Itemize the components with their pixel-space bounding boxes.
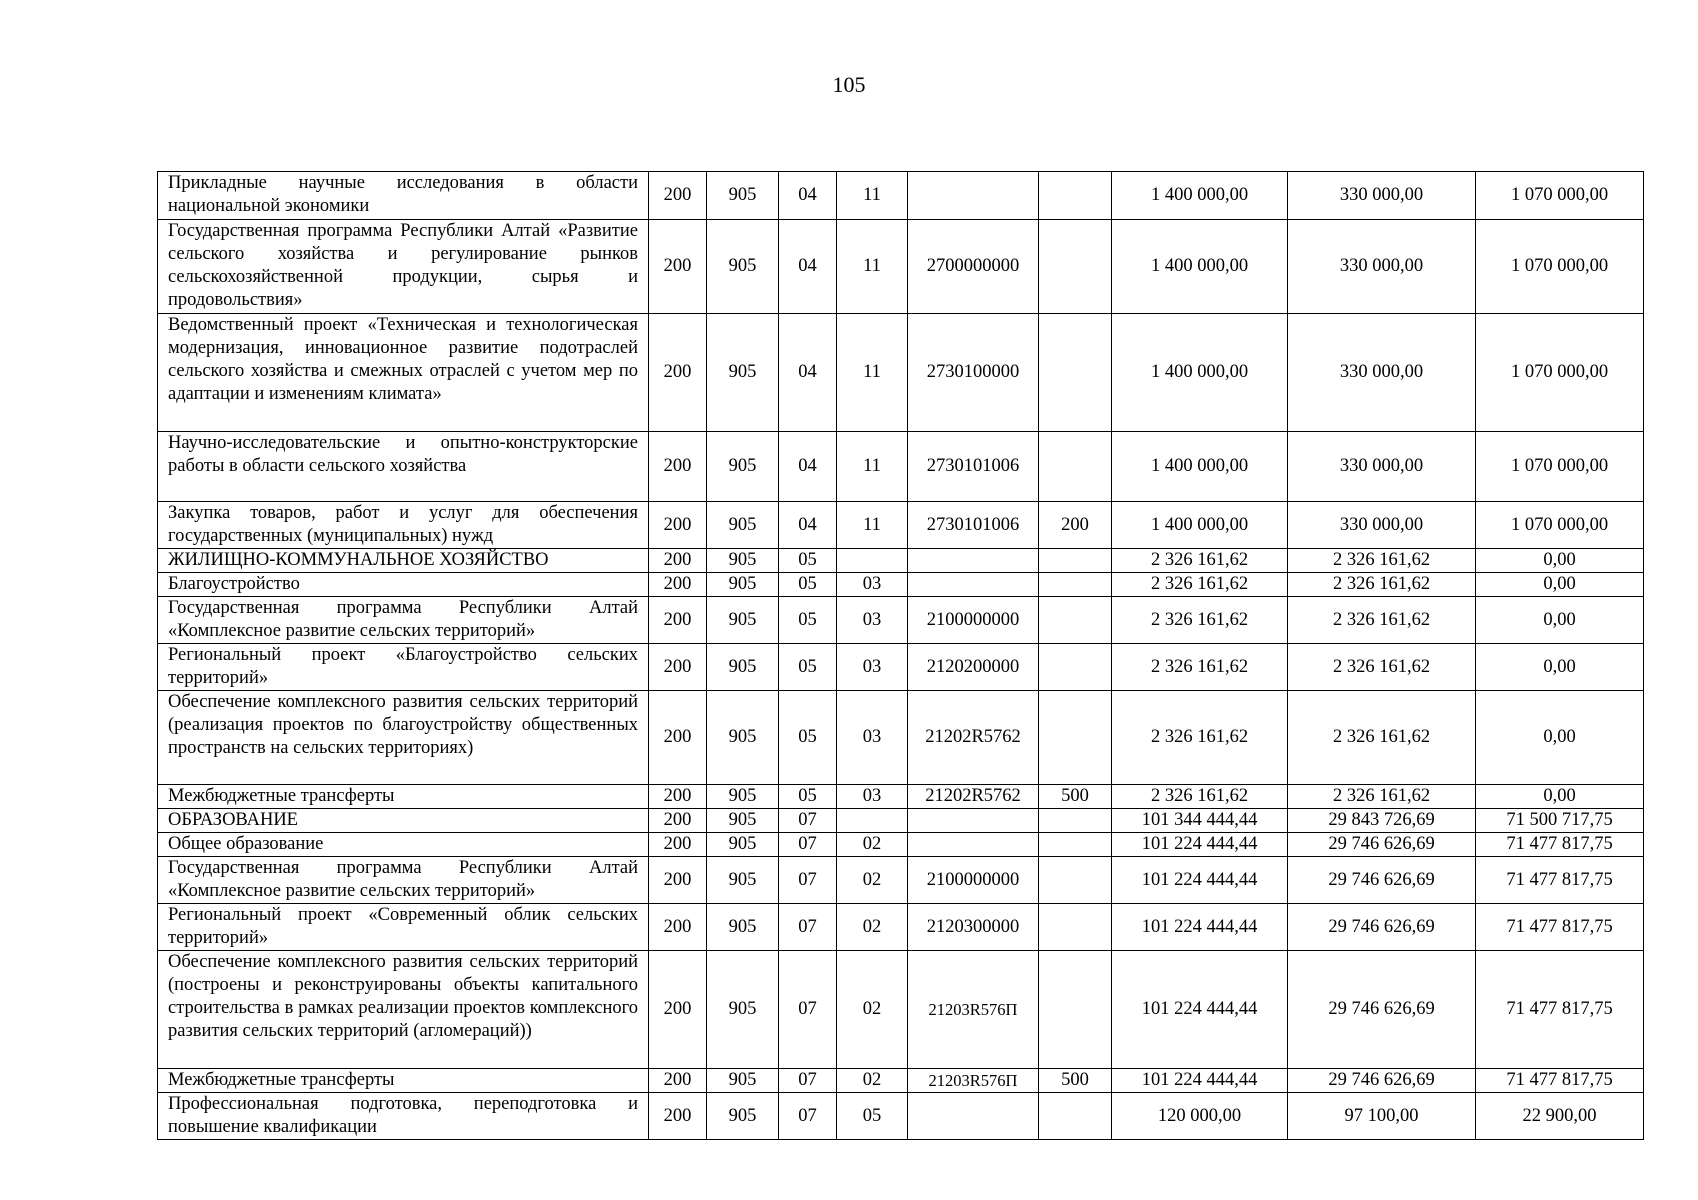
row-subsection-code: [837, 809, 908, 833]
row-expense-type: [1039, 220, 1112, 314]
row-amount-total: 2 326 161,62: [1112, 597, 1288, 644]
row-amount-regional: 1 070 000,00: [1476, 314, 1644, 432]
table-row: [158, 432, 1644, 502]
row-subsection-code: [837, 549, 908, 573]
row-amount-total: 2 326 161,62: [1112, 691, 1288, 785]
table-row: [158, 691, 1644, 785]
row-admin-code: 200: [649, 951, 707, 1069]
table-row: [158, 220, 1644, 314]
row-amount-regional: 71 477 817,75: [1476, 833, 1644, 857]
row-name: Государственная программа Республики Алтай «Развитие сельского хозяйства и регулирование рынков сельскохозяйственной продукции, сырья и продовольствия»: [158, 220, 649, 314]
table-row: [158, 833, 1644, 857]
row-amount-total: 1 400 000,00: [1112, 502, 1288, 549]
row-chapter-code: 905: [707, 691, 779, 785]
row-expense-type: 500: [1039, 785, 1112, 809]
row-amount-regional: 0,00: [1476, 597, 1644, 644]
row-admin-code: 200: [649, 432, 707, 502]
row-chapter-code: 905: [707, 432, 779, 502]
row-expense-type: [1039, 904, 1112, 951]
row-name: Региональный проект «Современный облик сельских территорий»: [158, 904, 649, 951]
row-amount-total: 1 400 000,00: [1112, 314, 1288, 432]
row-section-code: 07: [779, 809, 837, 833]
table-row: [158, 785, 1644, 809]
row-amount-regional: 1 070 000,00: [1476, 172, 1644, 220]
table-row: [158, 573, 1644, 597]
row-chapter-code: 905: [707, 857, 779, 904]
row-section-code: 05: [779, 785, 837, 809]
row-target-article: 2120300000: [908, 904, 1039, 951]
row-expense-type: [1039, 549, 1112, 573]
row-amount-federal: 330 000,00: [1288, 432, 1476, 502]
row-amount-total: 101 224 444,44: [1112, 833, 1288, 857]
row-admin-code: 200: [649, 1093, 707, 1140]
row-amount-federal: 29 843 726,69: [1288, 809, 1476, 833]
row-name: Межбюджетные трансферты: [158, 1069, 649, 1093]
row-expense-type: [1039, 691, 1112, 785]
row-target-article: [908, 1093, 1039, 1140]
row-amount-total: 101 344 444,44: [1112, 809, 1288, 833]
row-target-article: 21202R5762: [908, 691, 1039, 785]
page-number: 105: [832, 72, 866, 97]
row-amount-federal: 330 000,00: [1288, 502, 1476, 549]
table-row: [158, 549, 1644, 573]
row-chapter-code: 905: [707, 951, 779, 1069]
row-name: Межбюджетные трансферты: [158, 785, 649, 809]
row-section-code: 04: [779, 172, 837, 220]
row-admin-code: 200: [649, 809, 707, 833]
row-name: Обеспечение комплексного развития сельских территорий (построены и реконструированы объекты капитального строительства в рамках реализации проектов комплексного развития сельских территорий (агломераций)): [158, 951, 649, 1069]
row-subsection-code: 11: [837, 314, 908, 432]
row-target-article: 2730100000: [908, 314, 1039, 432]
row-section-code: 05: [779, 597, 837, 644]
row-target-article: 21202R5762: [908, 785, 1039, 809]
row-expense-type: [1039, 172, 1112, 220]
row-section-code: 04: [779, 314, 837, 432]
row-amount-total: 2 326 161,62: [1112, 573, 1288, 597]
row-amount-regional: 0,00: [1476, 549, 1644, 573]
table-row: [158, 1069, 1644, 1093]
row-chapter-code: 905: [707, 809, 779, 833]
row-amount-regional: 0,00: [1476, 691, 1644, 785]
row-target-article: 2120200000: [908, 644, 1039, 691]
row-subsection-code: 02: [837, 904, 908, 951]
row-amount-regional: 1 070 000,00: [1476, 502, 1644, 549]
row-section-code: 07: [779, 1069, 837, 1093]
row-admin-code: 200: [649, 597, 707, 644]
row-admin-code: 200: [649, 172, 707, 220]
table-row: [158, 951, 1644, 1069]
row-section-code: 04: [779, 220, 837, 314]
row-section-code: 05: [779, 691, 837, 785]
row-subsection-code: 05: [837, 1093, 908, 1140]
row-amount-federal: 29 746 626,69: [1288, 1069, 1476, 1093]
row-amount-regional: 71 477 817,75: [1476, 857, 1644, 904]
row-admin-code: 200: [649, 1069, 707, 1093]
row-subsection-code: 11: [837, 432, 908, 502]
row-amount-regional: 71 477 817,75: [1476, 951, 1644, 1069]
row-chapter-code: 905: [707, 172, 779, 220]
row-name: Закупка товаров, работ и услуг для обеспечения государственных (муниципальных) нужд: [158, 502, 649, 549]
row-expense-type: [1039, 833, 1112, 857]
row-target-article: [908, 573, 1039, 597]
table-row: [158, 1093, 1644, 1140]
row-chapter-code: 905: [707, 644, 779, 691]
table-row: [158, 314, 1644, 432]
row-admin-code: 200: [649, 549, 707, 573]
row-amount-regional: 22 900,00: [1476, 1093, 1644, 1140]
row-amount-total: 2 326 161,62: [1112, 644, 1288, 691]
row-name: Государственная программа Республики Алтай «Комплексное развитие сельских территорий»: [158, 597, 649, 644]
row-amount-total: 101 224 444,44: [1112, 951, 1288, 1069]
row-amount-federal: 29 746 626,69: [1288, 904, 1476, 951]
row-chapter-code: 905: [707, 1093, 779, 1140]
row-amount-total: 101 224 444,44: [1112, 857, 1288, 904]
row-amount-regional: 1 070 000,00: [1476, 432, 1644, 502]
row-subsection-code: 11: [837, 220, 908, 314]
row-subsection-code: 02: [837, 857, 908, 904]
row-target-article: 2700000000: [908, 220, 1039, 314]
table-row: [158, 644, 1644, 691]
row-name: ОБРАЗОВАНИЕ: [158, 809, 649, 833]
row-chapter-code: 905: [707, 785, 779, 809]
row-amount-federal: 2 326 161,62: [1288, 644, 1476, 691]
row-amount-federal: 97 100,00: [1288, 1093, 1476, 1140]
row-chapter-code: 905: [707, 549, 779, 573]
row-amount-total: 120 000,00: [1112, 1093, 1288, 1140]
row-name: Профессиональная подготовка, переподготовка и повышение квалификации: [158, 1093, 649, 1140]
row-section-code: 05: [779, 573, 837, 597]
row-name: ЖИЛИЩНО-КОММУНАЛЬНОЕ ХОЗЯЙСТВО: [158, 549, 649, 573]
row-target-article: 2100000000: [908, 597, 1039, 644]
table-row: [158, 172, 1644, 220]
table-row: [158, 857, 1644, 904]
row-amount-regional: 71 477 817,75: [1476, 1069, 1644, 1093]
row-subsection-code: 02: [837, 951, 908, 1069]
row-amount-federal: 29 746 626,69: [1288, 857, 1476, 904]
row-name: Ведомственный проект «Техническая и технологическая модернизация, инновационное развитие подотраслей сельского хозяйства и смежных отраслей с учетом мер по адаптации и изменениям климата»: [158, 314, 649, 432]
row-amount-total: 1 400 000,00: [1112, 220, 1288, 314]
table-row: [158, 809, 1644, 833]
row-chapter-code: 905: [707, 904, 779, 951]
row-expense-type: [1039, 573, 1112, 597]
row-amount-regional: 71 477 817,75: [1476, 904, 1644, 951]
row-expense-type: [1039, 644, 1112, 691]
row-name: Общее образование: [158, 833, 649, 857]
table-row: [158, 502, 1644, 549]
row-admin-code: 200: [649, 502, 707, 549]
row-subsection-code: 03: [837, 644, 908, 691]
row-amount-federal: 330 000,00: [1288, 314, 1476, 432]
row-section-code: 07: [779, 1093, 837, 1140]
row-amount-regional: 0,00: [1476, 644, 1644, 691]
row-section-code: 05: [779, 644, 837, 691]
row-admin-code: 200: [649, 904, 707, 951]
row-admin-code: 200: [649, 785, 707, 809]
row-name: Благоустройство: [158, 573, 649, 597]
row-chapter-code: 905: [707, 502, 779, 549]
row-chapter-code: 905: [707, 220, 779, 314]
row-admin-code: 200: [649, 220, 707, 314]
row-amount-regional: 71 500 717,75: [1476, 809, 1644, 833]
row-amount-regional: 0,00: [1476, 785, 1644, 809]
row-chapter-code: 905: [707, 833, 779, 857]
table-row: [158, 904, 1644, 951]
row-target-article: [908, 172, 1039, 220]
row-expense-type: [1039, 951, 1112, 1069]
row-subsection-code: 11: [837, 502, 908, 549]
row-admin-code: 200: [649, 857, 707, 904]
row-name: Прикладные научные исследования в области национальной экономики: [158, 172, 649, 220]
row-chapter-code: 905: [707, 597, 779, 644]
row-amount-regional: 0,00: [1476, 573, 1644, 597]
row-name: Региональный проект «Благоустройство сельских территорий»: [158, 644, 649, 691]
row-amount-federal: 2 326 161,62: [1288, 597, 1476, 644]
row-amount-total: 101 224 444,44: [1112, 904, 1288, 951]
row-expense-type: [1039, 597, 1112, 644]
row-admin-code: 200: [649, 691, 707, 785]
row-admin-code: 200: [649, 314, 707, 432]
row-amount-federal: 330 000,00: [1288, 220, 1476, 314]
row-amount-federal: 2 326 161,62: [1288, 691, 1476, 785]
row-name: Обеспечение комплексного развития сельских территорий (реализация проектов по благоустройству общественных пространств на сельских территориях): [158, 691, 649, 785]
row-subsection-code: 03: [837, 691, 908, 785]
row-subsection-code: 03: [837, 597, 908, 644]
row-amount-total: 1 400 000,00: [1112, 432, 1288, 502]
row-amount-federal: 2 326 161,62: [1288, 573, 1476, 597]
row-target-article: 2100000000: [908, 857, 1039, 904]
row-subsection-code: 11: [837, 172, 908, 220]
row-section-code: 07: [779, 904, 837, 951]
row-expense-type: [1039, 432, 1112, 502]
row-amount-federal: 29 746 626,69: [1288, 833, 1476, 857]
row-amount-federal: 330 000,00: [1288, 172, 1476, 220]
row-chapter-code: 905: [707, 1069, 779, 1093]
row-section-code: 04: [779, 502, 837, 549]
row-subsection-code: 03: [837, 573, 908, 597]
row-target-article: 2730101006: [908, 432, 1039, 502]
row-target-article: [908, 833, 1039, 857]
row-amount-federal: 2 326 161,62: [1288, 785, 1476, 809]
row-target-article: 21203R576П: [908, 1069, 1039, 1093]
row-target-article: [908, 549, 1039, 573]
table-row: [158, 597, 1644, 644]
row-expense-type: [1039, 314, 1112, 432]
row-amount-total: 2 326 161,62: [1112, 549, 1288, 573]
row-admin-code: 200: [649, 644, 707, 691]
row-target-article: 21203R576П: [908, 951, 1039, 1069]
row-amount-federal: 29 746 626,69: [1288, 951, 1476, 1069]
row-amount-total: 1 400 000,00: [1112, 172, 1288, 220]
row-subsection-code: 02: [837, 833, 908, 857]
row-expense-type: [1039, 809, 1112, 833]
row-subsection-code: 02: [837, 1069, 908, 1093]
row-expense-type: [1039, 857, 1112, 904]
row-section-code: 04: [779, 432, 837, 502]
row-expense-type: 500: [1039, 1069, 1112, 1093]
row-section-code: 07: [779, 857, 837, 904]
row-expense-type: [1039, 1093, 1112, 1140]
row-section-code: 07: [779, 833, 837, 857]
row-name: Государственная программа Республики Алтай «Комплексное развитие сельских территорий»: [158, 857, 649, 904]
row-amount-total: 101 224 444,44: [1112, 1069, 1288, 1093]
row-section-code: 07: [779, 951, 837, 1069]
row-amount-regional: 1 070 000,00: [1476, 220, 1644, 314]
row-admin-code: 200: [649, 573, 707, 597]
row-amount-total: 2 326 161,62: [1112, 785, 1288, 809]
row-chapter-code: 905: [707, 573, 779, 597]
row-subsection-code: 03: [837, 785, 908, 809]
row-section-code: 05: [779, 549, 837, 573]
budget-table: [157, 171, 1644, 1140]
row-amount-federal: 2 326 161,62: [1288, 549, 1476, 573]
row-target-article: 2730101006: [908, 502, 1039, 549]
row-admin-code: 200: [649, 833, 707, 857]
row-expense-type: 200: [1039, 502, 1112, 549]
row-name: Научно-исследовательские и опытно-конструкторские работы в области сельского хозяйства: [158, 432, 649, 502]
row-target-article: [908, 809, 1039, 833]
row-chapter-code: 905: [707, 314, 779, 432]
